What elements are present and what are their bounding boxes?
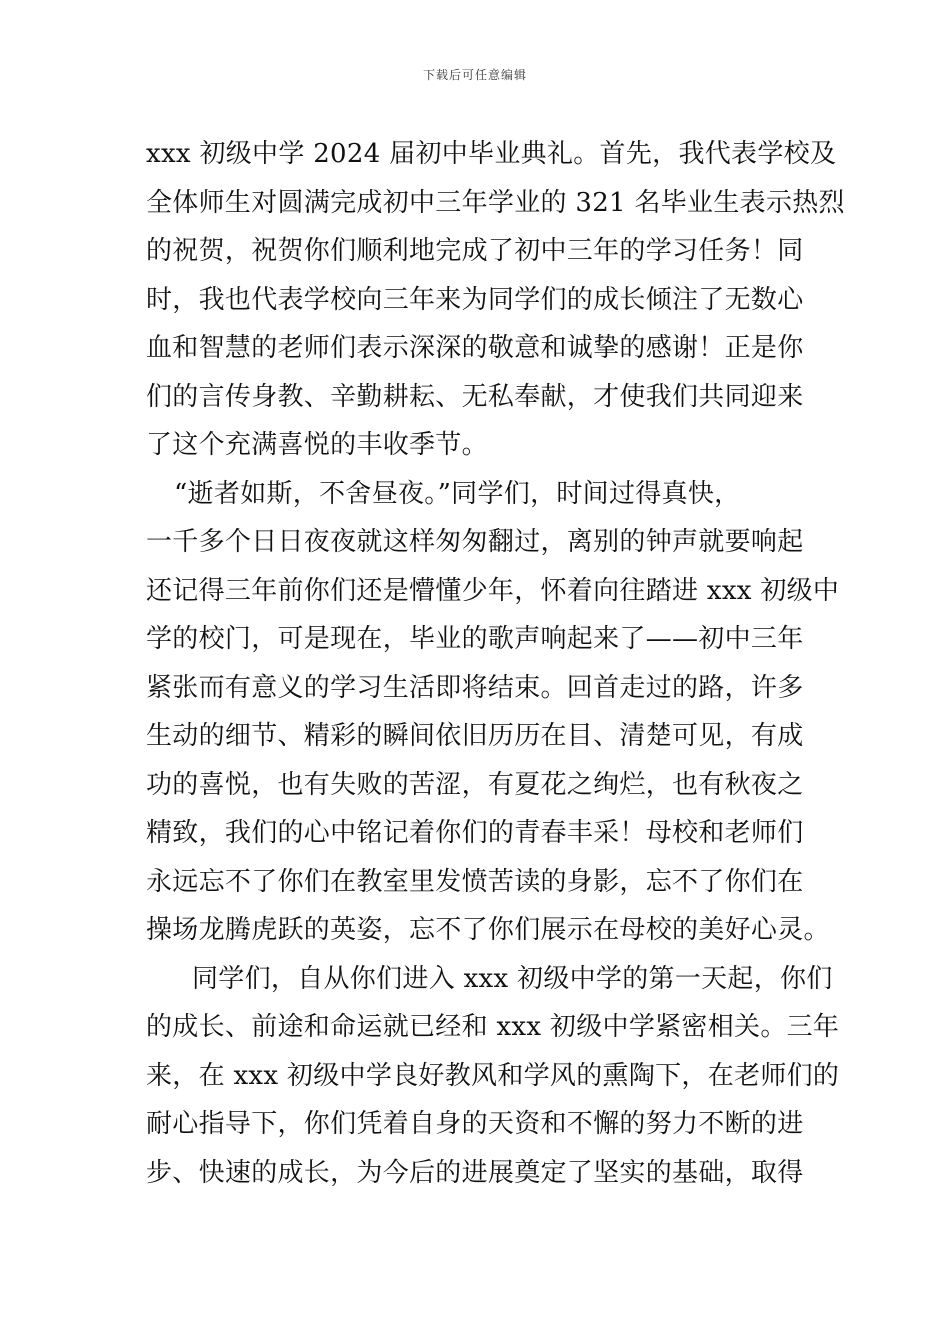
text-line: 功的喜悦，也有失败的苦涩，有夏花之绚烂，也有秋夜之 xyxy=(146,769,804,800)
text-line: 紧张而有意义的学习生活即将结束。回首走过的路，许多 xyxy=(146,672,804,703)
header-note: 下载后可任意编辑 xyxy=(422,68,527,82)
text-line: 了这个充满喜悦的丰收季节。 xyxy=(146,430,488,460)
text-line: 永远忘不了你们在教室里发愤苦读的身影，忘不了你们在 xyxy=(146,866,804,897)
text-line: 们的言传身教、辛勤耕耘、无私奉献，才使我们共同迎来 xyxy=(146,381,804,412)
text-line: 生动的细节、精彩的瞬间依旧历历在目、清楚可见，有成 xyxy=(146,721,804,751)
text-line: 时，我也代表学校向三年来为同学们的成长倾注了无数心 xyxy=(146,284,804,315)
paragraph-start-line: “逝者如斯，不舍昼夜。”同学们，时间过得真快， xyxy=(174,478,741,509)
text-line: 来，在 xxx 初级中学良好教风和学风的熏陶下，在老师们的 xyxy=(146,1060,840,1091)
text-line: 学的校门，可是现在，毕业的歌声响起来了——初中三年 xyxy=(146,624,804,654)
text-line: xxx 初级中学 2024 届初中毕业典礼。首先，我代表学校及 xyxy=(146,139,837,169)
document-body xyxy=(146,130,845,1197)
text-line: 还记得三年前你们还是懵懂少年，怀着向往踏进 xxx 初级中 xyxy=(146,575,840,606)
text-line: 耐心指导下，你们凭着自身的天资和不懈的努力不断的进 xyxy=(146,1109,804,1139)
text-line: 精致，我们的心中铭记着你们的青春丰采！母校和老师们 xyxy=(146,818,804,848)
paragraph-start-line: 同学们，自从你们进入 xxx 初级中学的第一天起，你们 xyxy=(192,963,833,994)
text-line: 操场龙腾虎跃的英姿，忘不了你们展示在母校的美好心灵。 xyxy=(146,915,830,945)
text-line: 全体师生对圆满完成初中三年学业的 321 名毕业生表示热烈 xyxy=(146,187,845,218)
text-line: 步、快速的成长，为今后的进展奠定了坚实的基础，取得 xyxy=(146,1157,804,1188)
text-line: 的成长、前途和命运就已经和 xxx 初级中学紧密相关。三年 xyxy=(146,1012,840,1042)
text-line: 一千多个日日夜夜就这样匆匆翻过，离别的钟声就要响起 xyxy=(146,527,804,557)
text-line: 的祝贺，祝贺你们顺利地完成了初中三年的学习任务！同 xyxy=(146,236,804,266)
text-line: 血和智慧的老师们表示深深的敬意和诚挚的感谢！正是你 xyxy=(146,333,804,363)
